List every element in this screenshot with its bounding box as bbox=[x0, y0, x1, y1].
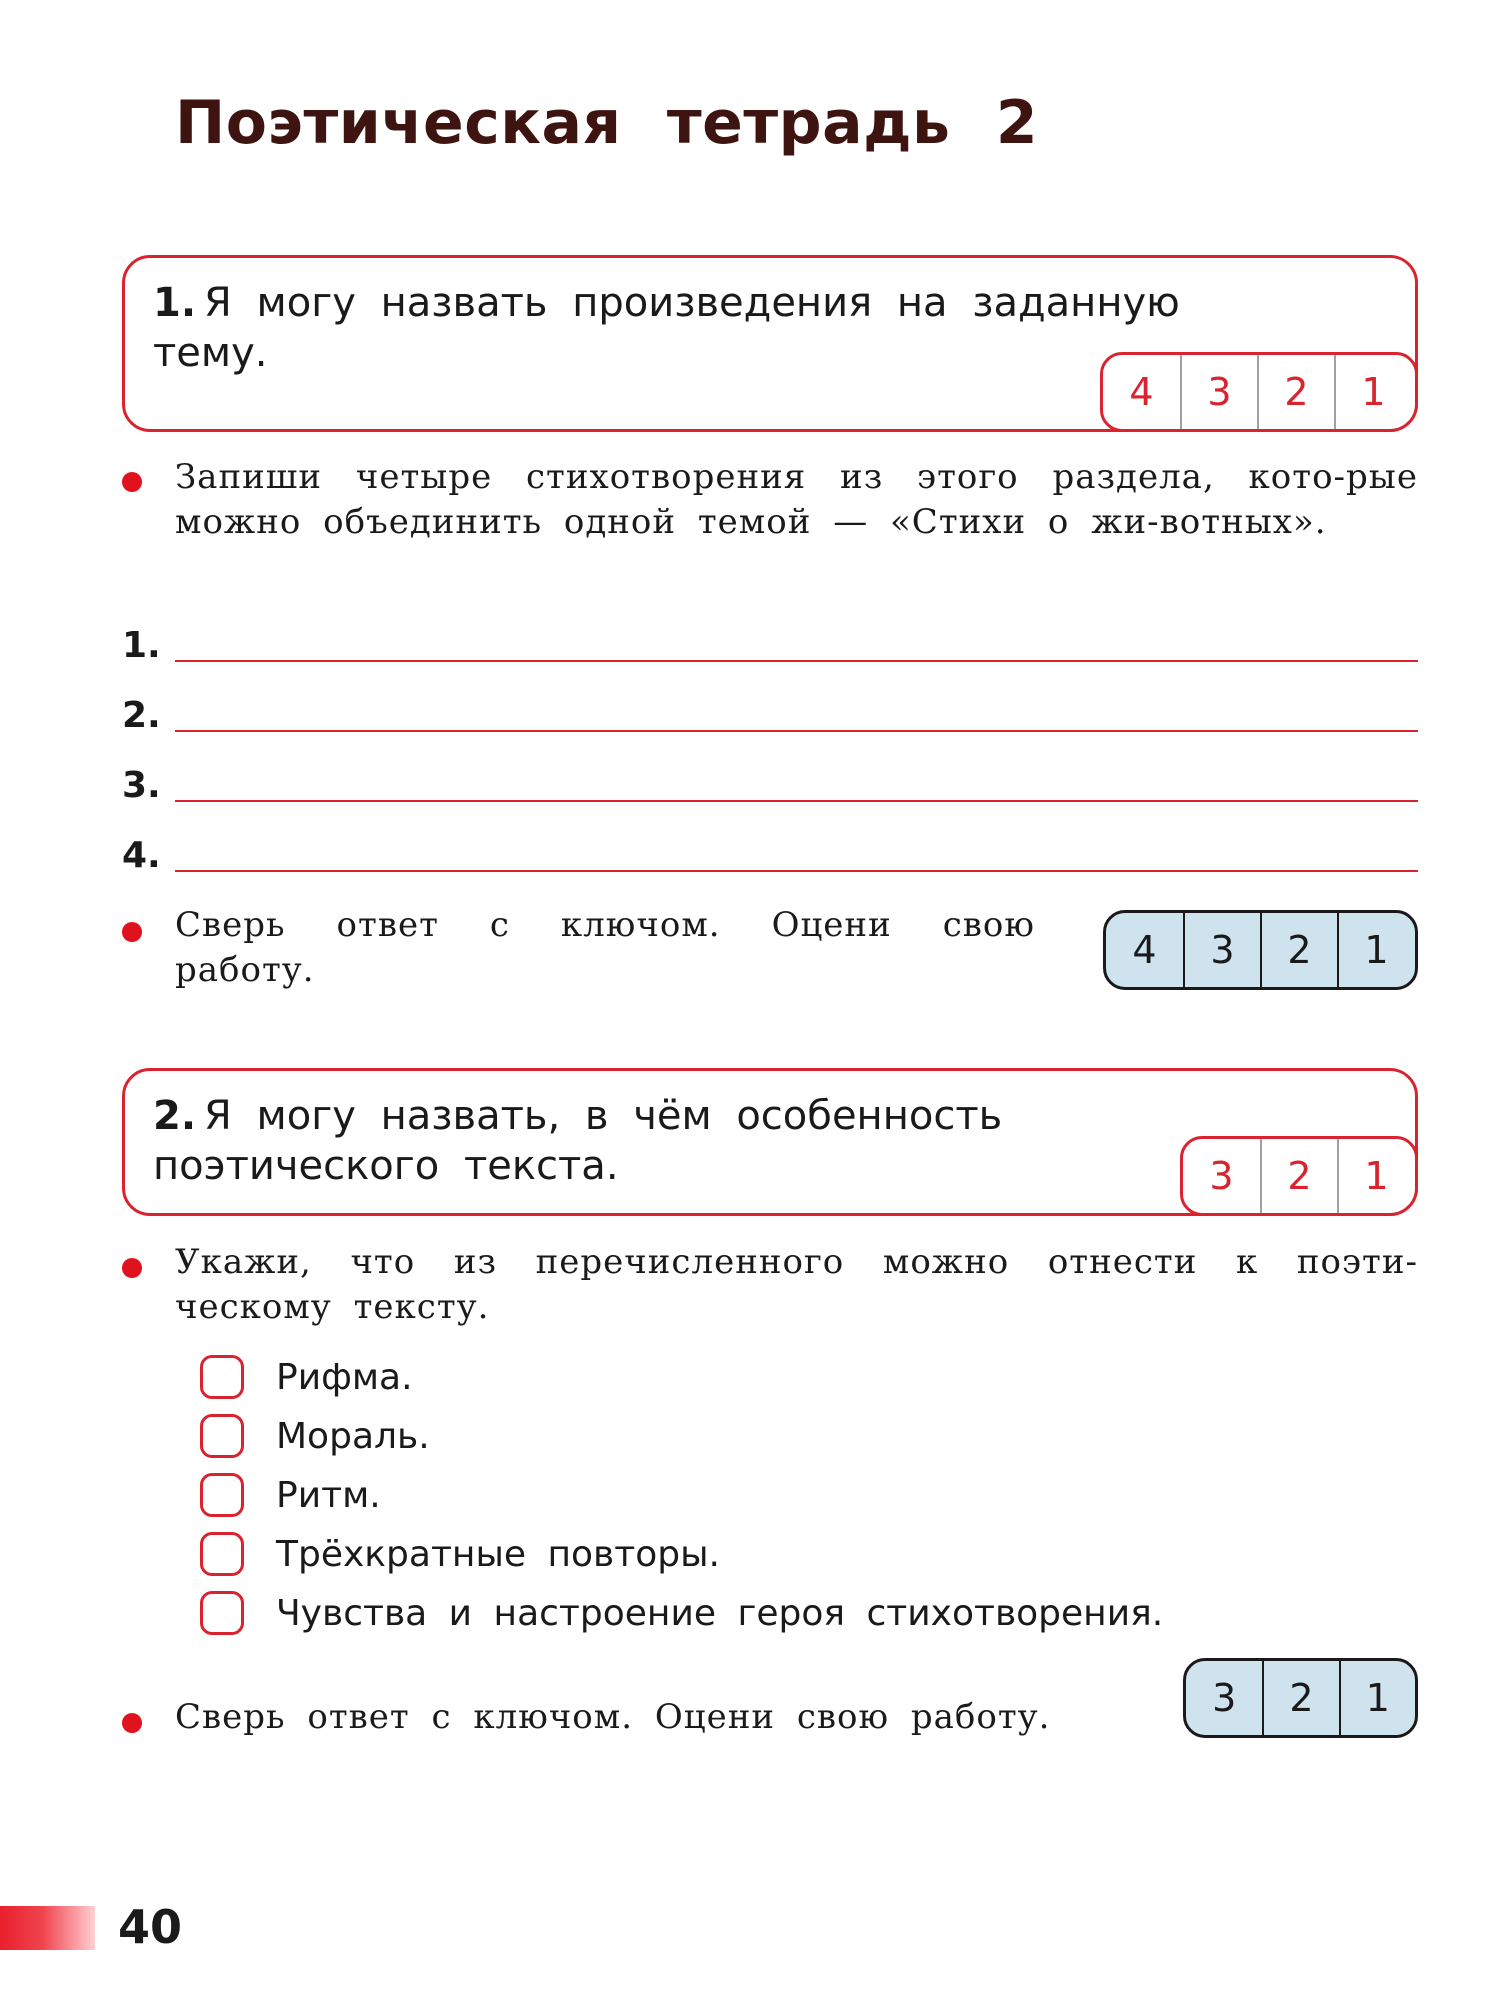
task1-check-text: Сверь ответ с ключом. Оцени свою работу. bbox=[175, 905, 1035, 990]
answer-line-3[interactable] bbox=[175, 800, 1418, 802]
checkbox[interactable] bbox=[200, 1473, 244, 1517]
answer-line-2[interactable] bbox=[175, 730, 1418, 732]
scale-cell[interactable]: 2 bbox=[1257, 355, 1334, 429]
answer-line-1[interactable] bbox=[175, 660, 1418, 662]
scale-cell[interactable]: 2 bbox=[1262, 1661, 1338, 1735]
option-label: Мораль. bbox=[276, 1415, 430, 1457]
page-title: Поэтическая тетрадь 2 bbox=[175, 88, 1039, 158]
page-number: 40 bbox=[118, 1900, 183, 1954]
skill-text: Я могу назвать, в чём особенность поэтического текста. bbox=[153, 1093, 1003, 1189]
scale-cell[interactable]: 1 bbox=[1339, 1661, 1415, 1735]
scale-cell[interactable]: 3 bbox=[1180, 355, 1257, 429]
task1-self-assessment-scale bbox=[1103, 910, 1418, 990]
line-number: 2. bbox=[122, 695, 161, 736]
page-corner-strip bbox=[0, 1906, 95, 1950]
skill-number: 1. bbox=[153, 280, 197, 326]
task2-check-text: Сверь ответ с ключом. Оцени свою работу. bbox=[175, 1697, 1051, 1737]
option-row[interactable] bbox=[200, 1529, 720, 1579]
task2-self-assessment-scale bbox=[1183, 1658, 1418, 1738]
scale-cell[interactable]: 3 bbox=[1209, 1154, 1234, 1198]
option-label: Рифма. bbox=[276, 1356, 413, 1398]
option-row[interactable] bbox=[200, 1588, 1163, 1638]
scale-cell[interactable]: 1 bbox=[1334, 355, 1411, 429]
bullet-icon bbox=[122, 1258, 142, 1278]
option-label: Чувства и настроение героя стихотворения. bbox=[276, 1592, 1164, 1634]
skill2-rating-scale bbox=[1180, 1136, 1418, 1216]
skill-text: Я могу назвать произведения на заданную тему. bbox=[153, 280, 1180, 376]
skill1-rating-scale bbox=[1100, 352, 1418, 432]
scale-cell[interactable]: 2 bbox=[1260, 913, 1337, 987]
checkbox[interactable] bbox=[200, 1355, 244, 1399]
bullet-icon bbox=[122, 1713, 142, 1733]
checkbox[interactable] bbox=[200, 1532, 244, 1576]
scale-cell[interactable]: 4 bbox=[1129, 370, 1154, 414]
scale-cell[interactable]: 2 bbox=[1260, 1139, 1337, 1213]
task2-instruction: Укажи, что из перечисленного можно отнести к поэти-ческому тексту. bbox=[175, 1242, 1418, 1327]
line-number: 3. bbox=[122, 765, 161, 806]
line-number: 4. bbox=[122, 835, 161, 876]
option-row[interactable] bbox=[200, 1411, 430, 1461]
bullet-icon bbox=[122, 472, 142, 492]
bullet-icon bbox=[122, 922, 142, 942]
skill-number: 2. bbox=[153, 1093, 197, 1139]
scale-cell[interactable]: 3 bbox=[1212, 1676, 1237, 1720]
scale-cell[interactable]: 3 bbox=[1183, 913, 1260, 987]
scale-cell[interactable]: 1 bbox=[1337, 1139, 1414, 1213]
option-row[interactable] bbox=[200, 1470, 381, 1520]
scale-cell[interactable]: 1 bbox=[1337, 913, 1414, 987]
option-label: Трёхкратные повторы. bbox=[276, 1533, 720, 1575]
scale-cell[interactable]: 4 bbox=[1132, 928, 1157, 972]
option-label: Ритм. bbox=[276, 1474, 381, 1516]
task1-instruction: Запиши четыре стихотворения из этого раздела, кото-рые можно объединить одной темой — «Стихи о жи-вотных». bbox=[175, 457, 1418, 542]
checkbox[interactable] bbox=[200, 1591, 244, 1635]
answer-line-4[interactable] bbox=[175, 870, 1418, 872]
option-row[interactable] bbox=[200, 1352, 413, 1402]
checkbox[interactable] bbox=[200, 1414, 244, 1458]
line-number: 1. bbox=[122, 625, 161, 666]
